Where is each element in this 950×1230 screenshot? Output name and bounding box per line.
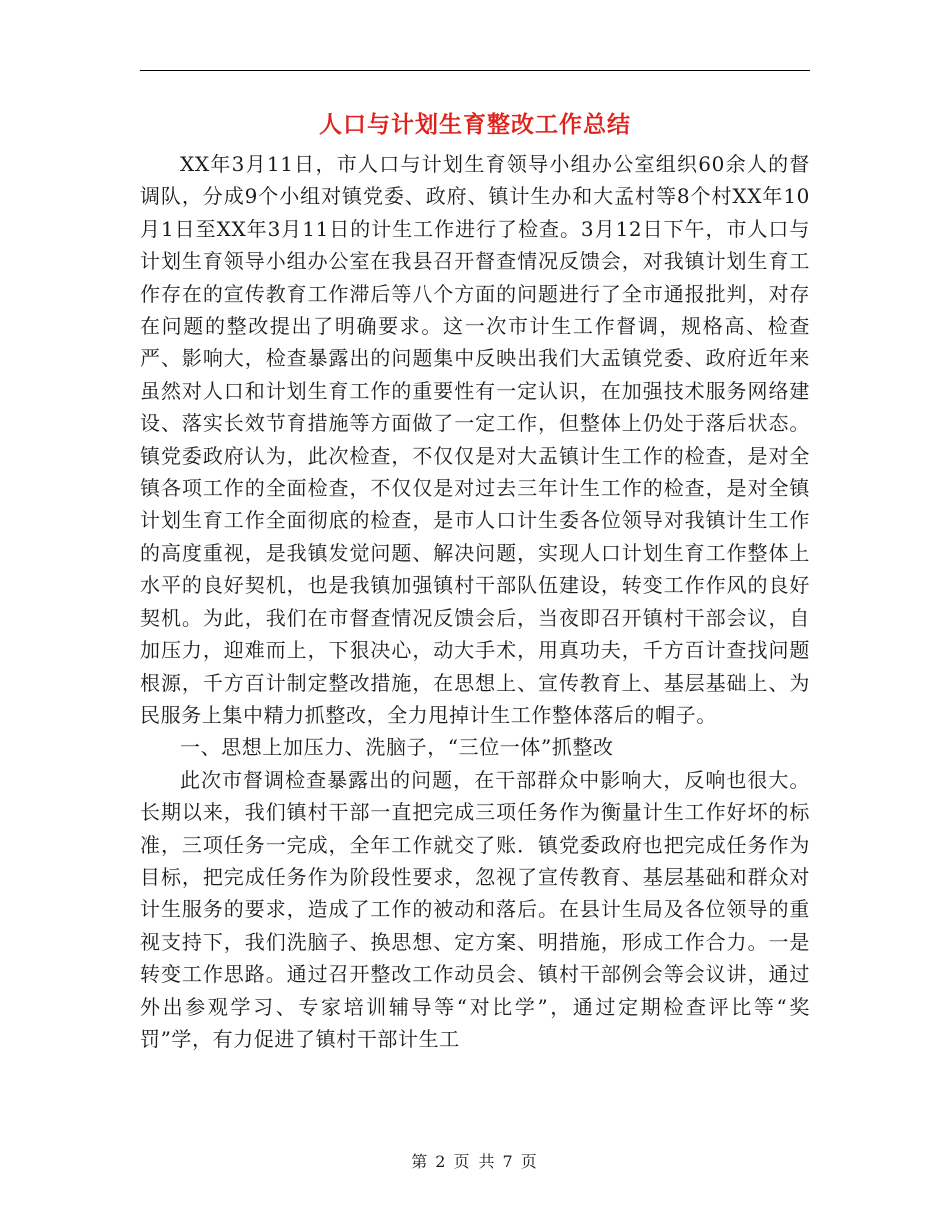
page-footer xyxy=(0,1150,950,1174)
document-body xyxy=(140,148,810,1055)
footer-prefix: 第 xyxy=(411,1152,430,1171)
section-heading-1: 一、思想上加压力、洗脑子，“三位一体”抓整改 xyxy=(180,735,614,760)
footer-suffix: 页 xyxy=(520,1152,539,1171)
footer-total-pages: 7 xyxy=(502,1152,515,1171)
document-title: 人口与计划生育整改工作总结 xyxy=(319,111,631,138)
paragraph-intro: XX年3月11日，市人口与计划生育领导小组办公室组织60余人的督调队，分成9个小组对镇党委、政府、镇计生办和大孟村等8个村XX年10月1日至XX年3月11日的计生工作进行了检查。3月12日下午，市人口与计划生育领导小组办公室在我县召开督查情况反馈会，对我镇计划生育工作存在的宣传教育工作滞后等八个方面的问题进行了全市通报批判，对存在问题的整改提出了明确要求。这一次市计生工作督调，规格高、检查严、影响大，检查暴露出的问题集中反映出我们大盂镇党委、政府近年来虽然对人口和计划生育工作的重要性有一定认识，在加强技术服务网络建设、落实长效节育措施等方面做了一定工作，但整体上仍处于落后状态。镇党委政府认为，此次检查，不仅仅是对大盂镇计生工作的检查，是对全镇各项工作的全面检查，不仅仅是对过去三年计生工作的检查，是对全镇计划生育工作全面彻底的检查，是市人口计生委各位领导对我镇计生工作的高度重视，是我镇发觉问题、解决问题，实现人口计划生育工作整体上水平的良好契机，也是我镇加强镇村干部队伍建设，转变工作作风的良好契机。为此，我们在市督查情况反馈会后，当夜即召开镇村干部会议，自加压力，迎难而上，下狠决心，动大手术，用真功夫，千方百计查找问题根源，千方百计制定整改措施，在思想上、宣传教育上、基层基础上、为民服务上集中精力抓整改，全力甩掉计生工作整体落后的帽子。 xyxy=(140,152,810,727)
paragraph-section-1: 此次市督调检查暴露出的问题，在干部群众中影响大，反响也很大。长期以来，我们镇村干部一直把完成三项任务作为衡量计生工作好坏的标准，三项任务一完成，全年工作就交了账．镇党委政府也把完成任务作为目标，把完成任务作为阶段性要求，忽视了宣传教育、基层基础和群众对计生服务的要求，造成了工作的被动和落后。在县计生局及各位领导的重视支持下，我们洗脑子、换思想、定方案、明措施，形成工作合力。一是转变工作思路。通过召开整改工作动员会、镇村干部例会等会议讲，通过外出参观学习、专家培训辅导等“对比学”，通过定期检查评比等“奖罚”学，有力促进了镇村干部计生工 xyxy=(140,767,810,1051)
footer-middle: 页 共 xyxy=(453,1152,497,1171)
footer-page-number: 2 xyxy=(435,1152,448,1171)
header-rule xyxy=(140,70,810,71)
